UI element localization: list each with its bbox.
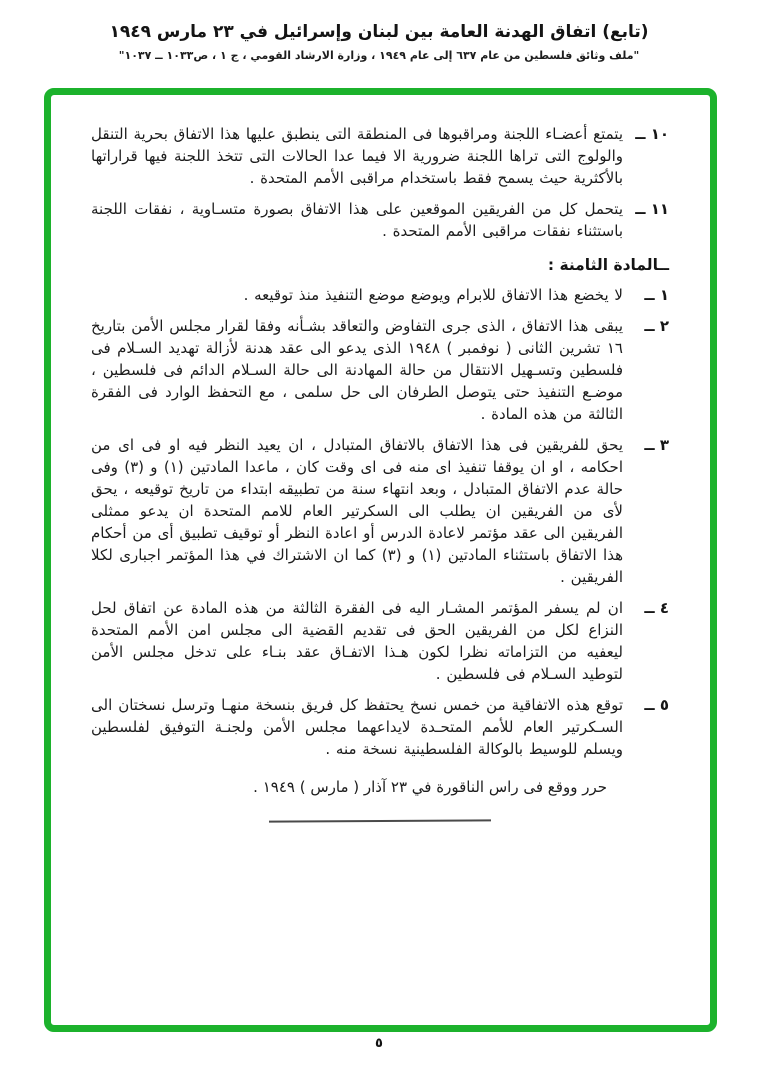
page-number: ٥ xyxy=(375,1036,383,1051)
document-title: (تابع) اتفاق الهدنة العامة بين لبنان وإسرائيل في ٢٣ مارس ١٩٤٩ xyxy=(109,22,649,42)
clause-text: يبقى هذا الاتفاق ، الذى جرى التفاوض والتعاقد بشـأنه وفقا لقرار مجلس الأمن بتاريخ ١٦ تشرين الثانى ( نوفمبر ) ١٩٤٨ الذى يدعو الى عقد هدنة لأزالة تهديد السـلام فى فلسطين وتسـهيل الانتقال من حالة المهادنة الى حالة السـلام الدائم فى فلسطين ، موضـع التنفيذ حتى يتوصل الطرفان الى حل سلمى ، مع التحفظ الوارد فى الفقرة الثالثة من هذه المادة . xyxy=(91,317,623,423)
green-border-frame xyxy=(44,88,717,1032)
document-header xyxy=(0,22,758,62)
document-body xyxy=(91,123,669,822)
clause-text: توقع هذه الاتفاقية من خمس نسخ يحتفظ كل فريق بنسخة منهـا وترسل نسختان الى السـكرتير العام للأمم المتحـدة لايداعهما مجلس الأمن ولجنـة التوفيق لفلسطين ويسلم للوسيط بالوكالة الفلسطينية نسخة منه . xyxy=(91,696,623,758)
article-8-clause-5 xyxy=(91,694,669,760)
separator-line xyxy=(269,819,491,822)
clause-number: ١١ ــ xyxy=(635,200,669,218)
clause-text: يتمتع أعضـاء اللجنة ومراقبوها فى المنطقة التى ينطبق عليها هذا الاتفاق بحرية التنقل والولوج التى تراها اللجنة ضرورية الا فيما عدا الحالات التى تتخذ اللجنة فيها قراراتها بالأكثرية حيث يسمح فقط باستخدام مراقبى الأمم المتحدة . xyxy=(91,125,623,187)
document-source-note: "ملف وثائق فلسطين من عام ٦٣٧ إلى عام ١٩٤٩ ، وزارة الارشاد القومي ، ج ١ ، ص١٠٣٣ ــ ١٠٣٧" xyxy=(118,49,640,62)
article-8-clause-1 xyxy=(91,284,669,306)
article-8-clause-4 xyxy=(91,597,669,685)
article-8-heading: ــالمادة الثامنة : xyxy=(547,256,669,274)
clause-text: ان لم يسفر المؤتمر المشـار اليه فى الفقرة الثالثة من هذه المادة عن اتفاق لحل النزاع لكل من الفريقين الحق فى تقديم القضية الى مجلس امن الأمم المتحدة ليعفيه من التزاماته نظرا لكون هـذا الاتفـاق عقد بنـاء على تدخل مجلس الأمن لتوطيد السـلام فى فلسطين . xyxy=(91,599,623,683)
clause-number: ١٠ ــ xyxy=(635,125,669,143)
article-8-clause-2 xyxy=(91,315,669,425)
signing-place-date-line: حرر ووقع فى راس الناقورة في ٢٣ آذار ( مارس ) ١٩٤٩ . xyxy=(253,778,607,796)
clause-10 xyxy=(91,123,669,189)
clause-number: ٥ ــ xyxy=(644,696,669,714)
clause-text: يحق للفريقين فى هذا الاتفاق بالاتفاق المتبادل ، ان يعيد النظر فيه او فى اى من احكامه ، او ان يوقفا تنفيذ اى منه فى اى وقت كان ، ماعدا المادتين (١) و (٣) وفى حالة عدم الاتفاق المتبادل ، وبعد انتهاء سنة من تطبيقه ابتداء من تاريخ توقيعه ، يحق لأى من الفريقين ان يطلب الى السكرتير العام للامم المتحدة ان يدعو ممثلى الفريقين الى عقد مؤتمر لاعادة الدرس أو اعادة النظر أو توقيف تطبيق أى من أحكام هذا الاتفاق باستثناء المادتين (١) و (٣) كما ان الاشتراك في هذا المؤتمر اجبارى لكلا الفريقين . xyxy=(91,436,624,586)
clause-text: يتحمل كل من الفريقين الموقعين على هذا الاتفاق بصورة متسـاوية ، نفقات اللجنة باستثناء نفقات مراقبى الأمم المتحدة . xyxy=(91,200,623,240)
clause-11 xyxy=(91,198,669,242)
clause-number: ٤ ــ xyxy=(644,599,669,617)
clause-text: لا يخضع هذا الاتفاق للابرام ويوضع موضع التنفيذ منذ توقيعه . xyxy=(243,286,623,304)
article-8-clause-3 xyxy=(91,434,669,588)
clause-number: ٢ ــ xyxy=(644,317,669,335)
clause-number: ٣ ــ xyxy=(644,436,669,454)
clause-number: ١ ــ xyxy=(644,286,669,304)
